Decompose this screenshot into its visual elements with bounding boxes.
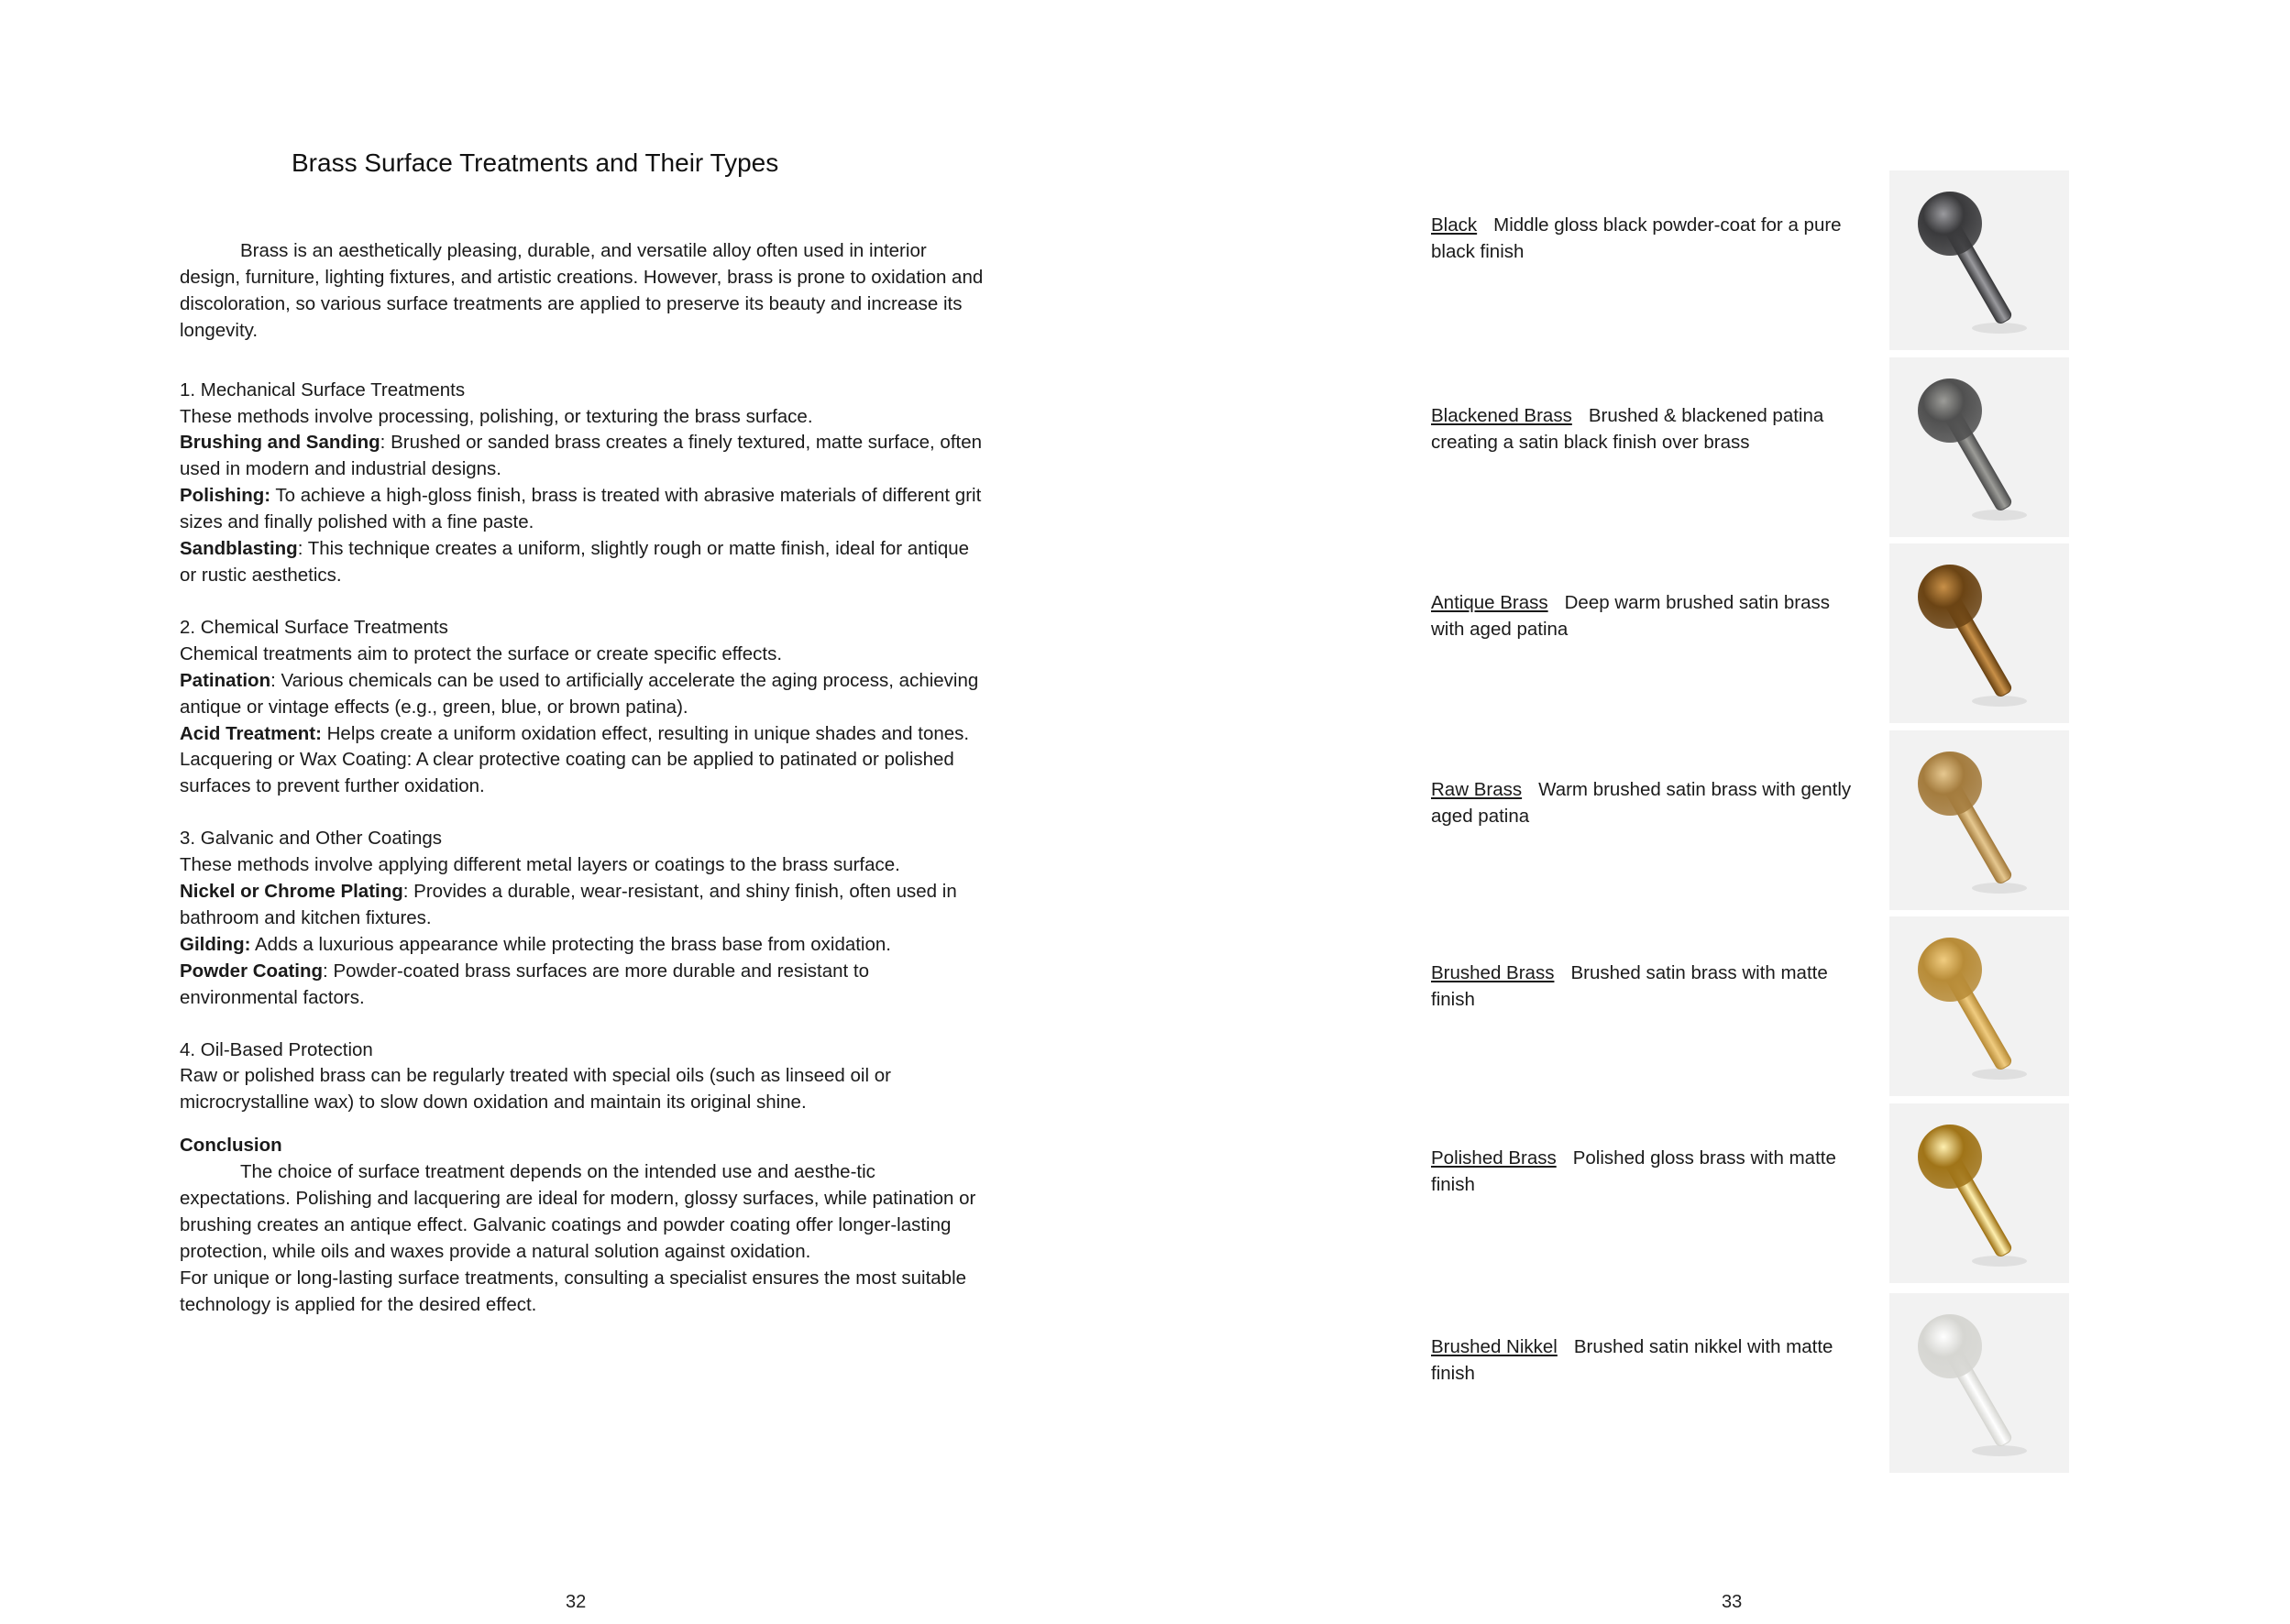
treatment-text: Adds a luxurious appearance while protecting the brass base from oxidation.: [250, 933, 891, 955]
conclusion-paragraph: For unique or long-lasting surface treatments, consulting a specialist ensures the most suitable technology is applied for the desired effect.: [180, 1267, 967, 1315]
treatment-text: : Powder-coated brass surfaces are more durable and resistant to environmental factors.: [180, 960, 869, 1008]
finish-description: Warm brushed satin brass with gently aged patina: [1431, 779, 1852, 827]
finish-swatch-image: [1889, 916, 2069, 1096]
treatment-term: Gilding:: [180, 933, 251, 955]
finish-description: Brushed satin nikkel with matte finish: [1431, 1336, 1833, 1384]
section-text: Raw or polished brass can be regularly treated with special oils (such as linseed oil or microcrystalline wax) to slow down oxidation and maintain its original shine.: [180, 1065, 891, 1114]
treatment-text: : Provides a durable, wear-resistant, and shiny finish, often used in bathroom and kitchen fixtures.: [180, 881, 957, 928]
treatment-term: Powder Coating: [180, 960, 324, 982]
finish-swatch-graphic: [1889, 916, 2069, 1096]
right-page: [1145, 0, 2290, 1624]
treatment-item: [180, 536, 986, 589]
finish-name: Raw Brass: [1431, 779, 1523, 800]
treatment-item: [180, 721, 986, 748]
finish-description: Brushed & blackened patina creating a satin black finish over brass: [1431, 405, 1824, 453]
section-intro: These methods involve applying different metal layers or coatings to the brass surface.: [180, 854, 900, 876]
treatment-term: Patination: [180, 669, 271, 691]
treatment-term: Nickel or Chrome Plating: [180, 881, 403, 903]
intro-paragraph: Brass is an aesthetically pleasing, durable, and versatile alloy often used in interior design, furniture, lighting fixtures, and artistic creations. However, brass is prone to oxidation and discoloration, so various surface treatments are applied to preserve its beauty and increase its longevity.: [180, 240, 984, 341]
finish-swatch-image: [1889, 357, 2069, 537]
section-heading-galvanic: 3. Galvanic and Other Coatings: [180, 828, 443, 850]
page-title: Brass Surface Treatments and Their Types: [292, 148, 779, 177]
treatment-term: Polishing:: [180, 485, 271, 507]
treatment-item: [180, 668, 986, 721]
page-number: 32: [566, 1592, 587, 1612]
treatment-term: Sandblasting: [180, 538, 298, 560]
page-number: 33: [1722, 1592, 1743, 1612]
finish-name: Antique Brass: [1431, 592, 1548, 613]
treatment-text: : Brushed or sanded brass creates a finely textured, matte surface, often used in modern and industrial designs.: [180, 432, 983, 480]
treatment-item: Lacquering or Wax Coating: A clear protective coating can be applied to patinated or polished surfaces to prevent further oxidation.: [180, 749, 954, 797]
section-heading-oil: 4. Oil-Based Protection: [180, 1038, 373, 1060]
finish-swatch-graphic: [1889, 1293, 2069, 1473]
finish-name: Polished Brass: [1431, 1147, 1557, 1169]
finish-swatch-graphic: [1889, 1103, 2069, 1283]
treatment-term: Acid Treatment:: [180, 722, 322, 744]
finish-name: Black: [1431, 214, 1478, 236]
conclusion-heading: [180, 1133, 986, 1159]
finish-description: Brushed satin brass with matte finish: [1431, 962, 1828, 1010]
treatment-term: Brushing and Sanding: [180, 432, 380, 454]
treatment-text: To achieve a high-gloss finish, brass is treated with abrasive materials of different grit sizes and finally polished with a fine paste.: [180, 485, 982, 533]
treatment-item: [180, 932, 986, 959]
finish-name: Brushed Brass: [1431, 962, 1555, 983]
finish-swatch-image: [1889, 170, 2069, 350]
conclusion-heading-text: Conclusion: [180, 1135, 282, 1157]
finish-swatch-graphic: [1889, 543, 2069, 723]
finish-description: Deep warm brushed satin brass with aged patina: [1431, 592, 1831, 640]
finish-name: Brushed Nikkel: [1431, 1336, 1558, 1357]
finish-description: Middle gloss black powder-coat for a pure black finish: [1431, 214, 1842, 262]
section-heading-chemical: 2. Chemical Surface Treatments: [180, 616, 448, 638]
finish-item: [1431, 960, 1862, 1014]
section-intro: These methods involve processing, polishing, or texturing the brass surface.: [180, 405, 813, 427]
finish-item: [1431, 590, 1862, 643]
treatment-text: Helps create a uniform oxidation effect, resulting in unique shades and tones.: [321, 722, 970, 744]
section-intro: Chemical treatments aim to protect the surface or create specific effects.: [180, 642, 783, 664]
treatment-text: : This technique creates a uniform, slightly rough or matte finish, ideal for antique or rustic aesthetics.: [180, 538, 970, 586]
treatment-item: [180, 959, 986, 1012]
finish-swatch-graphic: [1889, 357, 2069, 537]
treatment-text: : Various chemicals can be used to artificially accelerate the aging process, achieving antique or vintage effects (e.g., green, blue, or brown patina).: [180, 669, 979, 718]
section-heading-mechanical: 1. Mechanical Surface Treatments: [180, 379, 466, 401]
treatment-item: [180, 879, 986, 932]
finish-item: [1431, 403, 1862, 456]
treatment-item: [180, 430, 986, 483]
article-body: [180, 238, 986, 1319]
treatment-item: [180, 483, 986, 536]
finish-name: Blackened Brass: [1431, 405, 1572, 426]
conclusion-paragraph: The choice of surface treatment depends on the intended use and aesthe-tic expectations. Polishing and lacquering are ideal for modern, glossy surfaces, while patination or brushing creates an antique effect. Galvanic coatings and powder coating offer longer-lasting protection, while oils and waxes provide a natural solution against oxidation.: [180, 1161, 976, 1262]
finish-description: Polished gloss brass with matte finish: [1431, 1147, 1836, 1195]
finish-item: [1431, 1146, 1862, 1199]
finish-item: [1431, 777, 1862, 830]
finish-item: [1431, 213, 1862, 266]
finish-swatch-image: [1889, 1293, 2069, 1473]
finish-swatch-graphic: [1889, 730, 2069, 910]
finish-swatch-graphic: [1889, 170, 2069, 350]
finish-swatch-image: [1889, 543, 2069, 723]
finish-item: [1431, 1334, 1862, 1388]
finish-swatch-image: [1889, 730, 2069, 910]
finish-swatch-image: [1889, 1103, 2069, 1283]
